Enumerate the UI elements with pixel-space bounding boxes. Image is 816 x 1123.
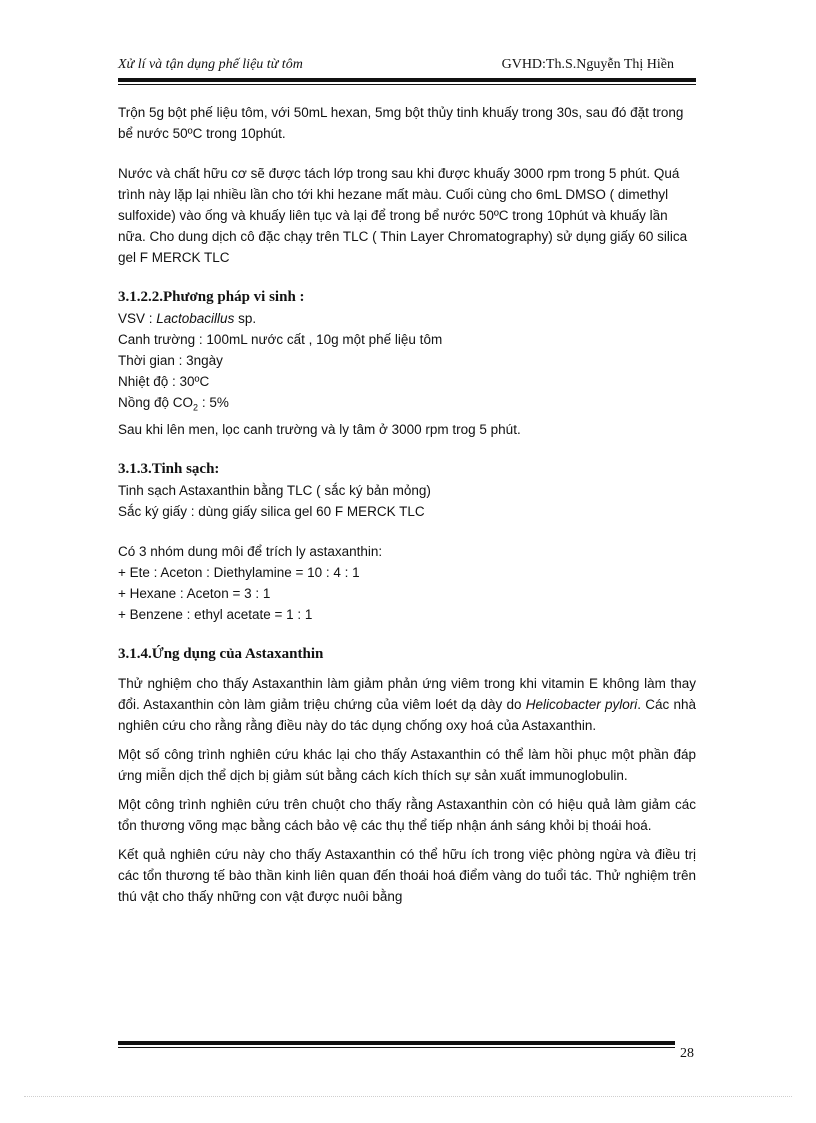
footer-rule-thick (118, 1041, 675, 1045)
page-number: 28 (680, 1046, 694, 1061)
medium-line: Canh trường : 100mL nước cất , 10g một phế liệu tôm (118, 332, 443, 347)
solvent-2: + Hexane : Aceton = 3 : 1 (118, 585, 271, 601)
applications-heading: 3.1.4.Ứng dụng của Astaxanthin (118, 645, 324, 662)
after-fermentation-line: Sau khi lên men, lọc canh trường và ly tâm ở 3000 rpm trog 5 phút. (118, 421, 521, 437)
applications-paragraph-3: Một công trình nghiên cứu trên chuột cho thấy rằng Astaxanthin còn có hiệu quả làm giảm các tổn thương võng mạc bằng cách bảo vệ các thụ thể tiếp nhận ánh sáng khỏi bị thoái hoá. (118, 796, 696, 833)
temperature-line: Nhiệt độ : 30ºC (118, 374, 210, 389)
solvent-1: + Ete : Aceton : Diethylamine = 10 : 4 : 1 (118, 564, 360, 580)
document-body (118, 102, 696, 907)
solvents-intro: Có 3 nhóm dung môi để trích ly astaxanthin: (118, 543, 383, 559)
purification-heading: 3.1.3.Tinh sạch: (118, 460, 220, 477)
intro-paragraph-2: Nước và chất hữu cơ sẽ được tách lớp trong sau khi được khuấy 3000 rpm trong 5 phút. Quá trình này lặp lại nhiều lần cho tới khi hezane mất màu. Cuối cùng cho 6mL DMSO ( dimethyl sulfoxide) vào ống và khuấy liên tục và lại để trong bể nước 50ºC trong 10phút và khuấy lần nữa. Cho dung dịch cô đặc chạy trên TLC ( Thin Layer Chromatography) sử dụng giấy 60 silica gel F MERCK TLC (118, 166, 688, 265)
vsv-line: VSV : Lactobacillus sp. (118, 311, 257, 326)
co2-line: Nồng độ $CO_2$ : 5% (118, 395, 229, 413)
intro-paragraph-1: Trộn 5g bột phế liệu tôm, với 50mL hexan, 5mg bột thủy tinh khuấy trong 30s, sau đó đặt trong bể nước 50ºC trong 10phút. (118, 105, 684, 141)
applications-paragraph-1: Thử nghiệm cho thấy Astaxanthin làm giảm phản ứng viêm trong khi vitamin E không làm thay đổi. Astaxanthin còn làm giảm triệu chứng của viêm loét dạ dày do Helicobacter pylori. Các nhà nghiên cứu cho rằng rằng điều này do tác dụng chống oxy hoá của Astaxanthin. (118, 675, 697, 733)
solvent-3: + Benzene : ethyl acetate = 1 : 1 (118, 606, 313, 622)
time-line: Thời gian : 3ngày (118, 353, 223, 368)
header-rule-thin (118, 84, 696, 85)
header-advisor: GVHD:Th.S.Nguyễn Thị Hiền (501, 57, 674, 72)
applications-paragraph-4: Kết quả nghiên cứu này cho thấy Astaxanthin có thể hữu ích trong việc phòng ngừa và điều trị các tổn thương tế bào thần kinh liên quan đến thoái hoá điểm vàng do tuổi tác. Thử nghiệm trên thú vật cho thấy những con vật được nuôi bằng (118, 846, 696, 904)
microbial-heading: 3.1.2.2.Phương pháp vi sinh : (118, 289, 305, 305)
purification-line-2: Sắc ký giấy : dùng giấy silica gel 60 F MERCK TLC (118, 503, 425, 519)
helicobacter-species: Helicobacter pylori (525, 696, 638, 712)
header-rule-thick (118, 78, 696, 82)
applications-paragraph-2: Một số công trình nghiên cứu khác lại cho thấy Astaxanthin có thể làm hồi phục một phần đáp ứng miễn dịch thể dịch bị giảm sút bằng cách kích thích sự sản xuất immunoglobulin. (118, 746, 696, 783)
purification-line-1: Tinh sạch Astaxanthin bằng TLC ( sắc ký bản mỏng) (118, 482, 431, 498)
page-boundary (24, 1096, 792, 1097)
header-title: Xử lí và tận dụng phế liệu từ tôm (118, 57, 303, 72)
footer-rule-thin (118, 1047, 675, 1048)
vsv-genus: Lactobacillus (156, 311, 235, 326)
page-header (118, 55, 696, 77)
